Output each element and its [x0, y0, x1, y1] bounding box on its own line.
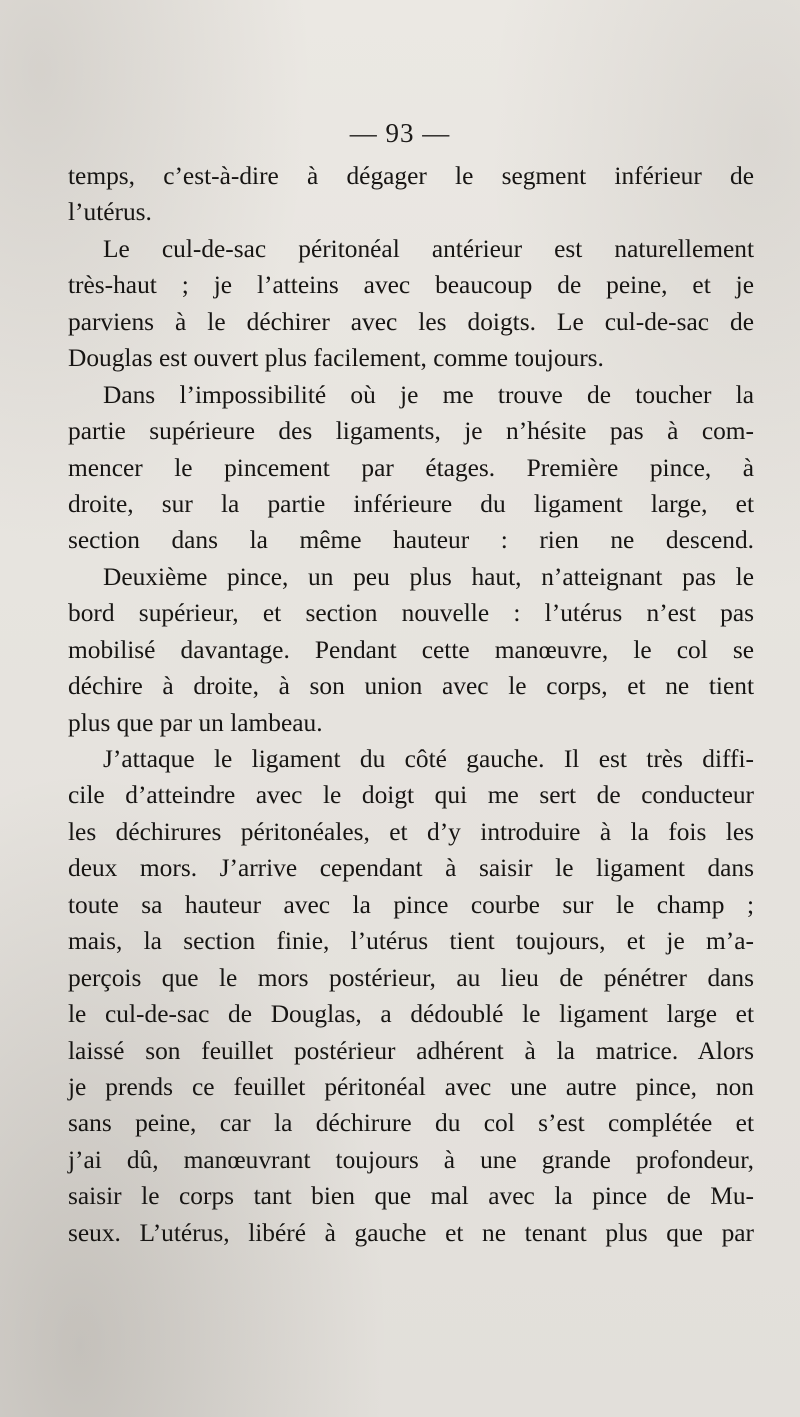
text-line: mobilisé davantage. Pendant cette manœuvre, le col se: [68, 635, 754, 664]
text-line: mais, la section finie, l’utérus tient toujours, et je m’a-: [68, 927, 754, 956]
text-line: section dans la même hauteur : rien ne descend.: [68, 526, 754, 555]
text-line: sans peine, car la déchirure du col s’est complétée et: [68, 1109, 754, 1138]
text-line: Douglas est ouvert plus facilement, comme toujours.: [68, 344, 604, 373]
text-line: bord supérieur, et section nouvelle : l’utérus n’est pas: [68, 599, 754, 628]
text-line: saisir le corps tant bien que mal avec la pince de Mu-: [68, 1182, 754, 1211]
text-line: partie supérieure des ligaments, je n’hésite pas à com-: [68, 417, 754, 446]
text-line: J’attaque le ligament du côté gauche. Il est très diffi-: [103, 745, 754, 773]
text-line: laissé son feuillet postérieur adhérent à la matrice. Alors: [68, 1036, 754, 1065]
page-body-text: [68, 158, 754, 1251]
text-line: déchire à droite, à son union avec le corps, et ne tient: [68, 672, 754, 701]
text-line: cile d’atteindre avec le doigt qui me sert de conducteur: [68, 781, 754, 810]
text-line: Deuxième pince, un peu plus haut, n’atteignant pas le: [103, 562, 754, 591]
text-line: seux. L’utérus, libéré à gauche et ne tenant plus que par: [68, 1218, 754, 1247]
text-line: temps, c’est-à-dire à dégager le segment inférieur de: [68, 162, 754, 190]
text-line: Le cul-de-sac péritonéal antérieur est naturellement: [103, 234, 754, 263]
text-line: droite, sur la partie inférieure du ligament large, et: [68, 489, 754, 518]
text-line: plus que par un lambeau.: [68, 708, 323, 737]
text-line: le cul-de-sac de Douglas, a dédoublé le ligament large et: [68, 1000, 754, 1029]
text-line: deux mors. J’arrive cependant à saisir le ligament dans: [68, 854, 754, 883]
text-line: l’utérus.: [68, 198, 152, 227]
text-line: j’ai dû, manœuvrant toujours à une grande profondeur,: [68, 1145, 754, 1174]
text-line: mencer le pincement par étages. Première pince, à: [68, 453, 754, 482]
text-line: très-haut ; je l’atteins avec beaucoup de peine, et je: [68, 271, 754, 300]
text-line: Dans l’impossibilité où je me trouve de toucher la: [103, 380, 754, 409]
text-line: toute sa hauteur avec la pince courbe sur le champ ;: [68, 890, 754, 919]
page-number: — 93 —: [349, 118, 451, 148]
text-line: les déchirures péritonéales, et d’y introduire à la fois les: [68, 817, 754, 846]
text-line: je prends ce feuillet péritonéal avec une autre pince, non: [68, 1072, 754, 1101]
text-line: parviens à le déchirer avec les doigts. Le cul-de-sac de: [68, 307, 754, 336]
text-line: perçois que le mors postérieur, au lieu de pénétrer dans: [68, 963, 754, 992]
